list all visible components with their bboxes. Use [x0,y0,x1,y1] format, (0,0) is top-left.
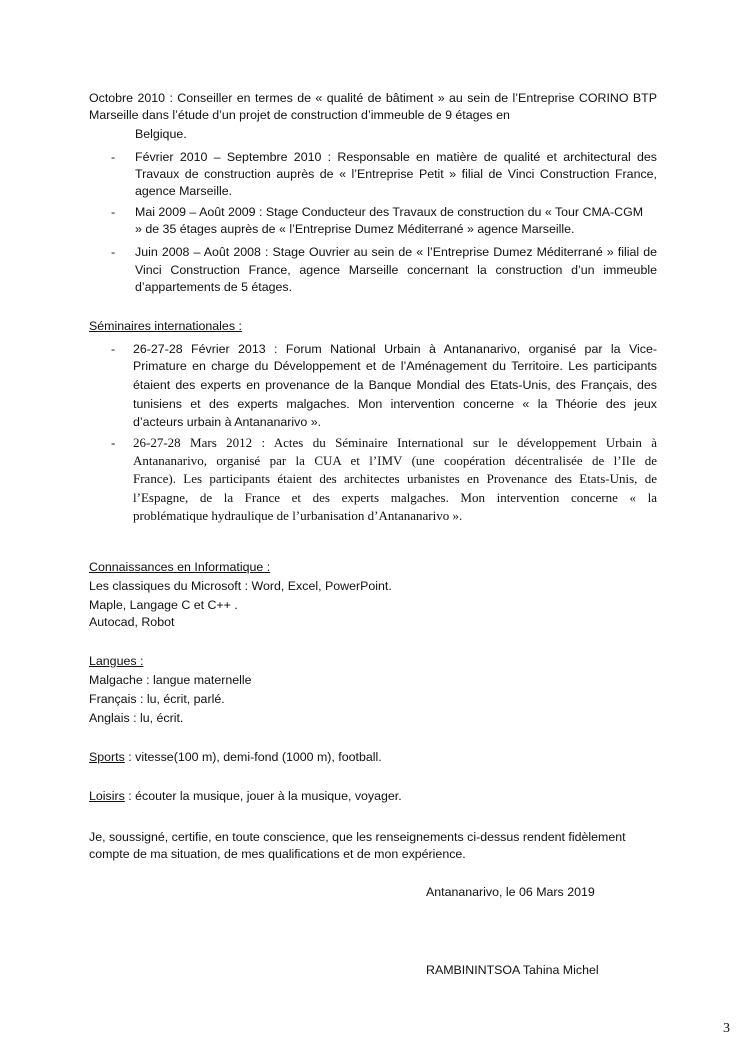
place-date: Antananarivo, le 06 Mars 2019 [426,885,595,899]
experience-item-2-line-1: Mai 2009 – Août 2009 : Stage Conducteur des Travaux de construction du « Tour CMA-CGM [135,205,644,219]
seminar-1-line-1: 26-27-28 Février 2013 : Forum National Urbain à Antananarivo, organisé par la Vice- [133,342,657,356]
experience-corino-line-3: Belgique. [135,127,187,141]
experience-item-3-line-1: Juin 2008 – Août 2008 : Stage Ouvrier au sein de « l’Entreprise Dumez Méditerrané » filial de [135,245,657,259]
computing-line-3: Autocad, Robot [89,615,175,629]
bullet-dash: - [111,245,116,259]
computing-line-1: Les classiques du Microsoft : Word, Excel, PowerPoint. [89,579,392,593]
leisure-text: : écouter la musique, jouer à la musique, voyager. [124,789,402,803]
language-line-1: Malgache : langue maternelle [89,673,252,687]
experience-corino-line-2: Marseille dans l’étude d’un projet de construction d’immeuble de 9 étages en [89,108,510,122]
sports-line [89,749,382,765]
seminar-1-line-3: étaient des experts en provenance de la Banque Mondial des Etats-Unis, des Français, des [133,378,657,392]
experience-item-3-line-2: Vinci Construction France, agence Marseille concernant la construction d’un immeuble [135,263,657,277]
seminar-2-line-1: 26-27-28 Mars 2012 : Actes du Séminaire International sur le développement Urbain à [133,435,657,450]
seminar-1-line-5: d’acteurs urbain à Antananarivo ». [133,415,322,429]
language-line-2: Français : lu, écrit, parlé. [89,692,225,706]
seminars-heading: Séminaires internationales : [89,319,242,333]
seminar-1-line-2: Primature en charge du Développement et de l’Aménagement du Territoire. Les participants [133,359,657,373]
seminar-1-line-4: tunisiens et des experts malgaches. Mon intervention concerne « la Théorie des jeux [133,397,657,411]
experience-corino-line-1: Octobre 2010 : Conseiller en termes de « qualité de bâtiment » au sein de l’Entreprise CORINO BTP [89,91,657,105]
declaration-line-2: compte de ma situation, de mes qualifications et de mon expérience. [89,847,466,861]
experience-item-1-line-1: Février 2010 – Septembre 2010 : Responsable en matière de qualité et architectural des [135,150,657,164]
signature-name: RAMBININTSOA Tahina Michel [426,963,599,977]
language-line-3: Anglais : lu, écrit. [89,711,184,725]
bullet-dash: - [111,435,116,450]
sports-text: : vitesse(100 m), demi-fond (1000 m), football. [124,750,382,764]
seminar-2-line-5: problématique hydraulique de l’urbanisation d’Antananarivo ». [133,508,463,523]
bullet-dash: - [111,205,116,219]
seminar-2-line-3: France). Les participants étaient des architectes urbanistes en Provenance des Etats-Unis, de [133,471,657,486]
languages-heading: Langues : [89,654,144,668]
page-number: 3 [723,1021,730,1036]
bullet-dash: - [111,150,116,164]
experience-item-1-line-2: Travaux de construction auprès de « l’Entreprise Petit » filial de Vinci Construction France, [135,167,657,181]
computing-line-2: Maple, Langage C et C++ . [89,598,238,612]
declaration-line-1: Je, soussigné, certifie, en toute conscience, que les renseignements ci-dessus rendent fidèlement [89,830,626,844]
experience-item-3-line-3: d’appartements de 5 étages. [135,280,293,294]
leisure-line [89,788,402,804]
seminar-2-line-4: l’Espagne, de la France et des experts malgaches. Mon intervention concerne « la [133,490,657,505]
experience-item-1-line-3: agence Marseille. [135,184,233,198]
leisure-label: Loisirs [89,789,125,803]
bullet-dash: - [111,342,116,356]
computing-heading: Connaissances en Informatique : [89,560,271,574]
sports-label: Sports [89,750,125,764]
experience-item-2-line-2: » de 35 étages auprès de « l’Entreprise Dumez Méditerrané » agence Marseille. [135,222,575,236]
seminar-2-line-2: Antananarivo, organisé par la CUA et l’IMV (une coopération décentralisée de l’Ile de [133,453,657,468]
